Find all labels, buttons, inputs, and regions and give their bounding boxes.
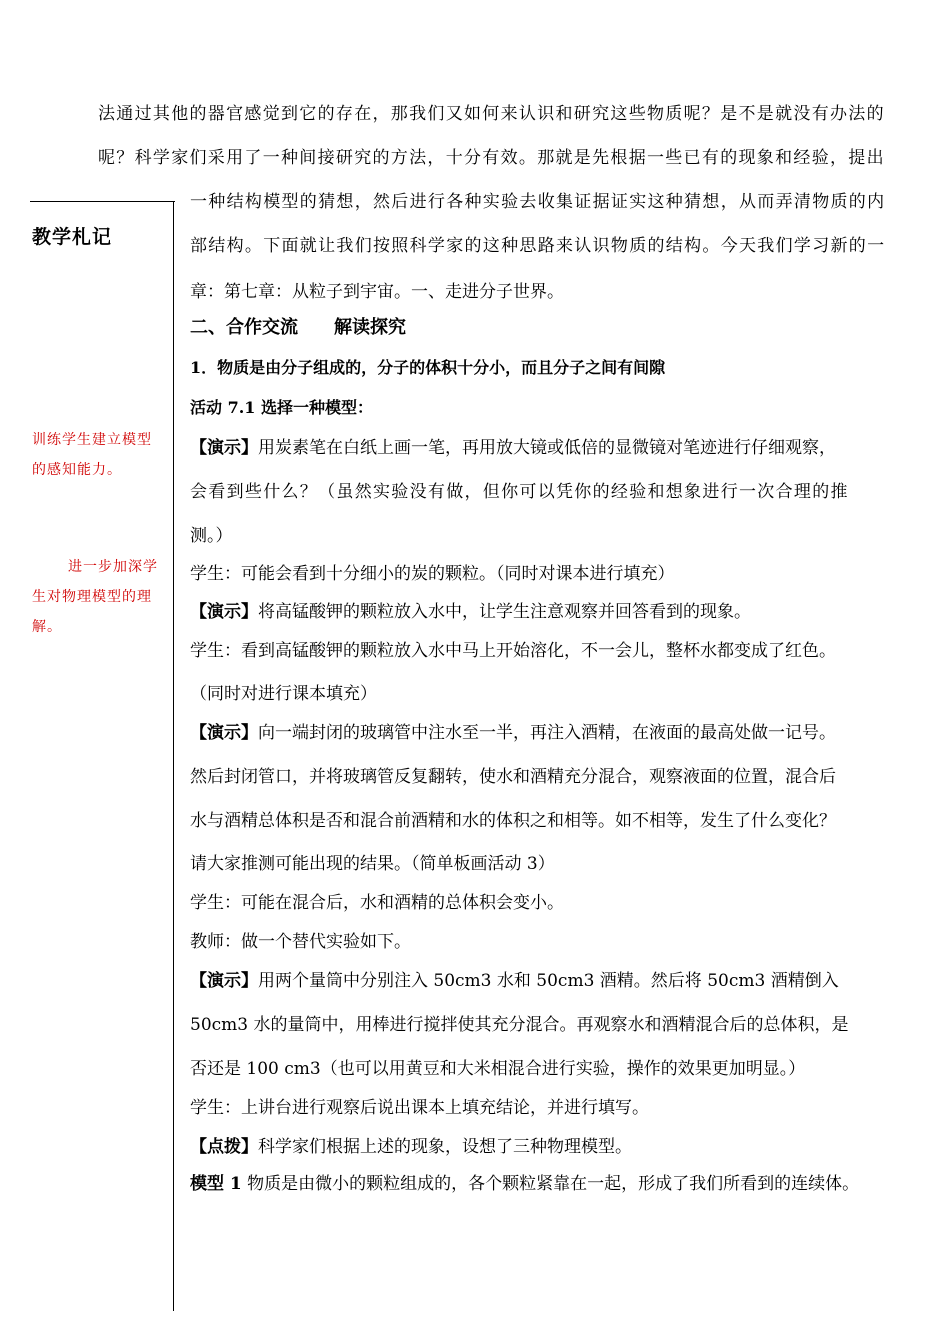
- sidebar-note-deepen: [32, 552, 158, 642]
- text-line: 会看到些什么？（虽然实验没有做，但你可以凭你的经验和想象进行一次合理的推: [190, 482, 849, 502]
- sidebar-top-rule: [30, 201, 175, 202]
- text-line: 法通过其他的器官感觉到它的存在，那我们又如何来认识和研究这些物质呢？是不是就没有办法的: [98, 104, 885, 124]
- sidebar-divider: [173, 201, 174, 1311]
- text-line: 章：第七章：从粒子到宇宙。一、走进分子世界。: [190, 282, 564, 302]
- text-line: [190, 1172, 859, 1196]
- text-span: 用两个量筒中分别注入 50cm3 水和 50cm3 酒精。然后将 50cm3 酒精倒入: [258, 971, 839, 991]
- activity-heading: 活动 7.1 选择一种模型：: [190, 398, 373, 417]
- text-line: 学生：可能会看到十分细小的炭的颗粒。（同时对课本进行填充）: [190, 564, 675, 584]
- text-line: [190, 969, 839, 993]
- text-span: 将高锰酸钾的颗粒放入水中，让学生注意观察并回答看到的现象。: [258, 602, 751, 622]
- text-span: 科学家们根据上述的现象，设想了三种物理模型。: [258, 1137, 632, 1157]
- demo-tag: 【演示】: [190, 723, 258, 743]
- text-line: （同时对进行课本填充）: [190, 684, 377, 704]
- sidebar-note-line: 生对物理模型的理: [32, 589, 152, 605]
- text-line: 学生：可能在混合后，水和酒精的总体积会变小。: [190, 893, 564, 913]
- hint-tag: 【点拨】: [190, 1137, 258, 1157]
- text-line: [190, 436, 836, 460]
- text-line: [190, 721, 836, 745]
- text-line: 教师：做一个替代实验如下。: [190, 932, 411, 952]
- text-line: 呢？科学家们采用了一种间接研究的方法，十分有效。那就是先根据一些已有的现象和经验，提出: [98, 148, 885, 168]
- text-span: 用炭素笔在白纸上画一笔，再用放大镜或低倍的显微镜对笔迹进行仔细观察，: [258, 438, 836, 458]
- text-line: 学生：上讲台进行观察后说出课本上填充结论，并进行填写。: [190, 1098, 649, 1118]
- sidebar-note-line: 的感知能力。: [32, 462, 122, 478]
- sidebar-note-line: 进一步加深学: [68, 559, 158, 575]
- demo-tag: 【演示】: [190, 971, 258, 991]
- text-line: 然后封闭管口，并将玻璃管反复翻转，使水和酒精充分混合，观察液面的位置，混合后: [190, 767, 836, 787]
- sidebar-note-line: 解。: [32, 619, 62, 635]
- text-span: 物质是由微小的颗粒组成的，各个颗粒紧靠在一起，形成了我们所看到的连续体。: [241, 1174, 860, 1194]
- text-line: 测。）: [190, 526, 233, 546]
- text-span: 向一端封闭的玻璃管中注水至一半，再注入酒精，在液面的最高处做一记号。: [258, 723, 836, 743]
- sidebar-title: 教学札记: [32, 226, 113, 248]
- text-line: 部结构。下面就让我们按照科学家的这种思路来认识物质的结构。今天我们学习新的一: [190, 236, 886, 256]
- subsection-heading: 1．物质是由分子组成的，分子的体积十分小，而且分子之间有间隙: [190, 358, 666, 377]
- text-line: 一种结构模型的猜想，然后进行各种实验去收集证据证实这种猜想，从而弄清物质的内: [190, 192, 886, 212]
- demo-tag: 【演示】: [190, 602, 258, 622]
- text-line: 水与酒精总体积是否和混合前酒精和水的体积之和相等。如不相等，发生了什么变化？: [190, 811, 836, 831]
- sidebar-note-modeling: [32, 425, 152, 485]
- text-line: 否还是 100 cm3（也可以用黄豆和大米相混合进行实验，操作的效果更加明显。）: [190, 1059, 806, 1079]
- model-tag: 模型 1: [190, 1174, 242, 1194]
- text-line: 请大家推测可能出现的结果。（简单板画活动 3）: [190, 854, 555, 874]
- text-line: 50cm3 水的量筒中，用棒进行搅拌使其充分混合。再观察水和酒精混合后的总体积，是: [190, 1015, 849, 1035]
- text-line: 学生：看到高锰酸钾的颗粒放入水中马上开始溶化，不一会儿，整杯水都变成了红色。: [190, 641, 836, 661]
- demo-tag: 【演示】: [190, 438, 258, 458]
- text-line: [190, 600, 751, 624]
- section-heading: 二、合作交流 解读探究: [190, 317, 406, 338]
- text-line: [190, 1135, 632, 1159]
- sidebar-note-line: 训练学生建立模型: [32, 432, 152, 448]
